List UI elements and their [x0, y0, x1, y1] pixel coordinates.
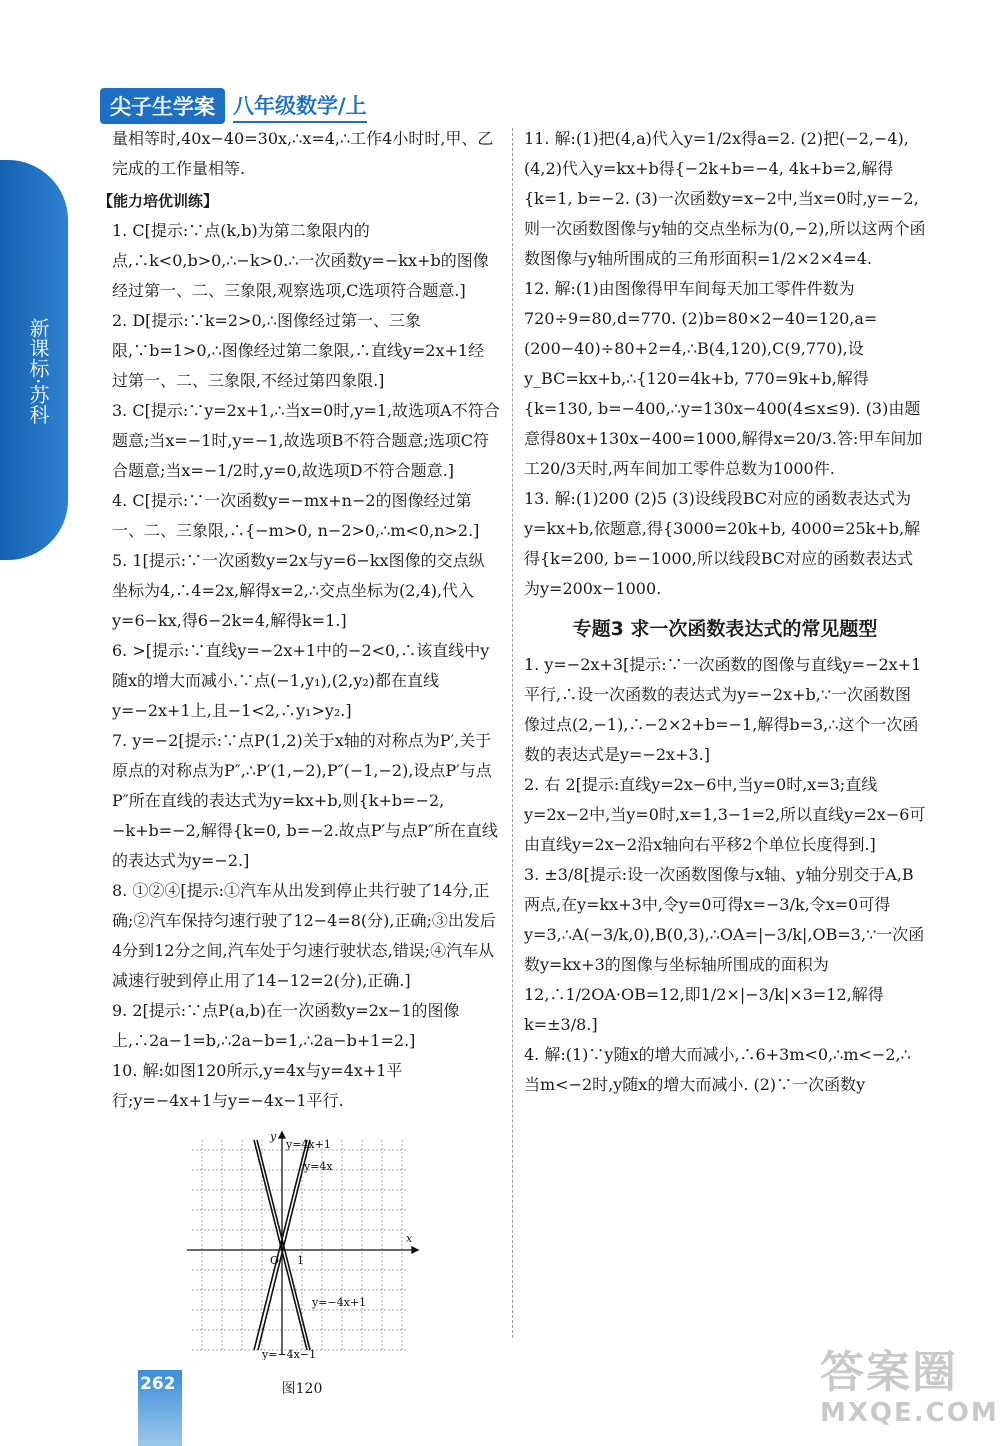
answer-item: 6. >[提示:∵直线y=−2x+1中的−2<0,∴该直线中y随x的增大而减小.∵点(−1,y₁),(2,y₂)都在直线y=−2x+1上,且−1<2,∴y₁>y₂.] — [112, 641, 490, 720]
label-y-neg4x-plus-1: y=−4x+1 — [312, 1296, 367, 1309]
answer-item: 7. y=−2[提示:∵点P(1,2)关于x轴的对称点为P′,关于原点的对称点为P″,∴P′(1,−2),P″(−1,−2),设点P′与点P″所在直线的表达式为y=kx+b,则{k+b=−2, −k+b=−2,解得{k=0, b=−2.故点P′与点P″所在直线的表达式为y=−2.] — [112, 731, 498, 870]
answer-item: 2. D[提示:∵k=2>0,∴图像经过第一、三象限,∵b=1>0,∴图像经过第二象限,∴直线y=2x+1经过第一、二、三象限,不经过第四象限.] — [112, 311, 485, 390]
intro-text: 量相等时,40x−40=30x,∴x=4,∴工作4小时时,甲、乙完成的工作量相等. — [112, 129, 494, 178]
label-y-4x-plus-1: y=4x+1 — [286, 1138, 331, 1151]
answer-item: 11. 解:(1)把(4,a)代入y=1/2x得a=2. (2)把(−2,−4),(4,2)代入y=kx+b得{−2k+b=−4, 4k+b=2,解得{k=1, b=−2. (3)一次函数y=x−2中,当x=0时,y=−2,则一次函数图像与y轴的交点坐标为(0,−2),所以这两个函数图像与y轴所围成的三角形面积=1/2×2×4=4. — [524, 129, 926, 268]
page-header — [100, 88, 367, 124]
answer-item: 2. 右 2[提示:直线y=2x−6中,当y=0时,x=3;直线y=2x−2中,当y=0时,x=1,3−1=2,所以直线y=2x−6可由直线y=2x−2沿x轴向右平移2个单位长度得到.] — [524, 775, 926, 854]
answer-item: 13. 解:(1)200 (2)5 (3)设线段BC对应的函数表达式为y=kx+b,依题意,得{3000=20k+b, 4000=25k+b,解得{k=200, b=−1000,所以线段BC对应的函数表达式为y=200x−1000. — [524, 489, 921, 598]
watermark-text: 答案圈 — [820, 1347, 958, 1398]
column-divider — [512, 128, 513, 1338]
answer-item: 1. y=−2x+3[提示:∵一次函数的图像与直线y=−2x+1平行,∴设一次函数的表达式为y=−2x+b,∵一次函数图像过点(2,−1),∴−2×2+b=−1,解得b=3,∴这个一次函数的表达式是y=−2x+3.] — [524, 655, 922, 764]
brand-badge: 尖子生学案 — [100, 88, 225, 124]
watermark-logo — [820, 1347, 999, 1438]
figure-caption: 图120 — [281, 1381, 323, 1397]
coordinate-graph — [182, 1130, 422, 1360]
page-number: 262 — [140, 1374, 176, 1394]
side-tab-label: 新课标·苏科 — [26, 318, 50, 425]
origin-label: O — [270, 1254, 280, 1267]
answer-item: 9. 2[提示:∵点P(a,b)在一次函数y=2x−1的图像上,∴2a−1=b,∴2a−b=1,∴2a−b+1=2.] — [112, 1001, 460, 1050]
answer-item: 1. C[提示:∵点(k,b)为第二象限内的点,∴k<0,b>0,∴−k>0.∴一次函数y=−kx+b的图像经过第一、二、三象限,观察选项,C选项符合题意.] — [112, 221, 489, 300]
x-axis-label: x — [406, 1232, 413, 1245]
right-column — [524, 124, 926, 1100]
watermark-url: MXQE.COM — [820, 1398, 999, 1428]
answer-item: 8. ①②④[提示:①汽车从出发到停止共行驶了14分,正确;②汽车保持匀速行驶了12−4=8(分),正确;③出发后4分到12分之间,汽车处于匀速行驶状态,错误;④汽车从减速行驶到停止用了14−12=2(分),正确.] — [112, 881, 496, 990]
figure-120 — [182, 1130, 422, 1404]
answer-item: 3. C[提示:∵y=2x+1,∴当x=0时,y=1,故选项A不符合题意;当x=−1时,y=−1,故选项B不符合题意;选项C符合题意;当x=−1/2时,y=0,故选项D不符合题意.] — [112, 401, 500, 480]
tick-label-1: 1 — [297, 1254, 304, 1267]
section-tag: 【能力培优训练】 — [98, 192, 219, 210]
left-column — [98, 124, 500, 1404]
answer-item: 3. ±3/8[提示:设一次函数图像与x轴、y轴分别交于A,B两点,在y=kx+3中,令y=0可得x=−3/k,令x=0可得y=3,∴A(−3/k,0),B(0,3),∴OA=|−3/k|,OB=3,∵一次函数y=kx+3的图像与坐标轴所围成的面积为12,∴1/2OA·OB=12,即1/2×|−3/k|×3=12,解得k=±3/8.] — [524, 865, 925, 1034]
subject-title: 八年级数学/上 — [233, 90, 367, 123]
answer-item: 12. 解:(1)由图像得甲车间每天加工零件件数为720÷9=80,d=770. (2)b=80×2−40=120,a=(200−40)÷80+2=4,∴B(4,120),C(9,770),设y_BC=kx+b,∴{120=4k+b, 770=9k+b,解得{k=130, b=−400,∴y=130x−400(4≤x≤9). (3)由题意得80x+130x−400=1000,解得x=20/3.答:甲车间加工20/3天时,两车间加工零件总数为1000件. — [524, 279, 923, 478]
answer-item: 5. 1[提示:∵一次函数y=2x与y=6−kx图像的交点纵坐标为4,∴4=2x,解得x=2,∴交点坐标为(2,4),代入y=6−kx,得6−2k=4,解得k=1.] — [112, 551, 485, 630]
label-y-4x: y=4x — [304, 1160, 333, 1173]
answer-item: 10. 解:如图120所示,y=4x与y=4x+1平行;y=−4x+1与y=−4x−1平行. — [112, 1061, 403, 1110]
label-y-neg4x-minus-1: y=−4x−1 — [262, 1348, 317, 1360]
answer-item: 4. C[提示:∵一次函数y=−mx+n−2的图像经过第一、二、三象限,∴{−m>0, n−2>0,∴m<0,n>2.] — [112, 491, 480, 540]
topic-heading: 专题3 求一次函数表达式的常见题型 — [572, 618, 878, 640]
answer-item: 4. 解:(1)∵y随x的增大而减小,∴6+3m<0,∴m<−2,∴当m<−2时,y随x的增大而减小. (2)∵一次函数y — [524, 1045, 911, 1094]
y-axis-label: y — [270, 1130, 277, 1143]
